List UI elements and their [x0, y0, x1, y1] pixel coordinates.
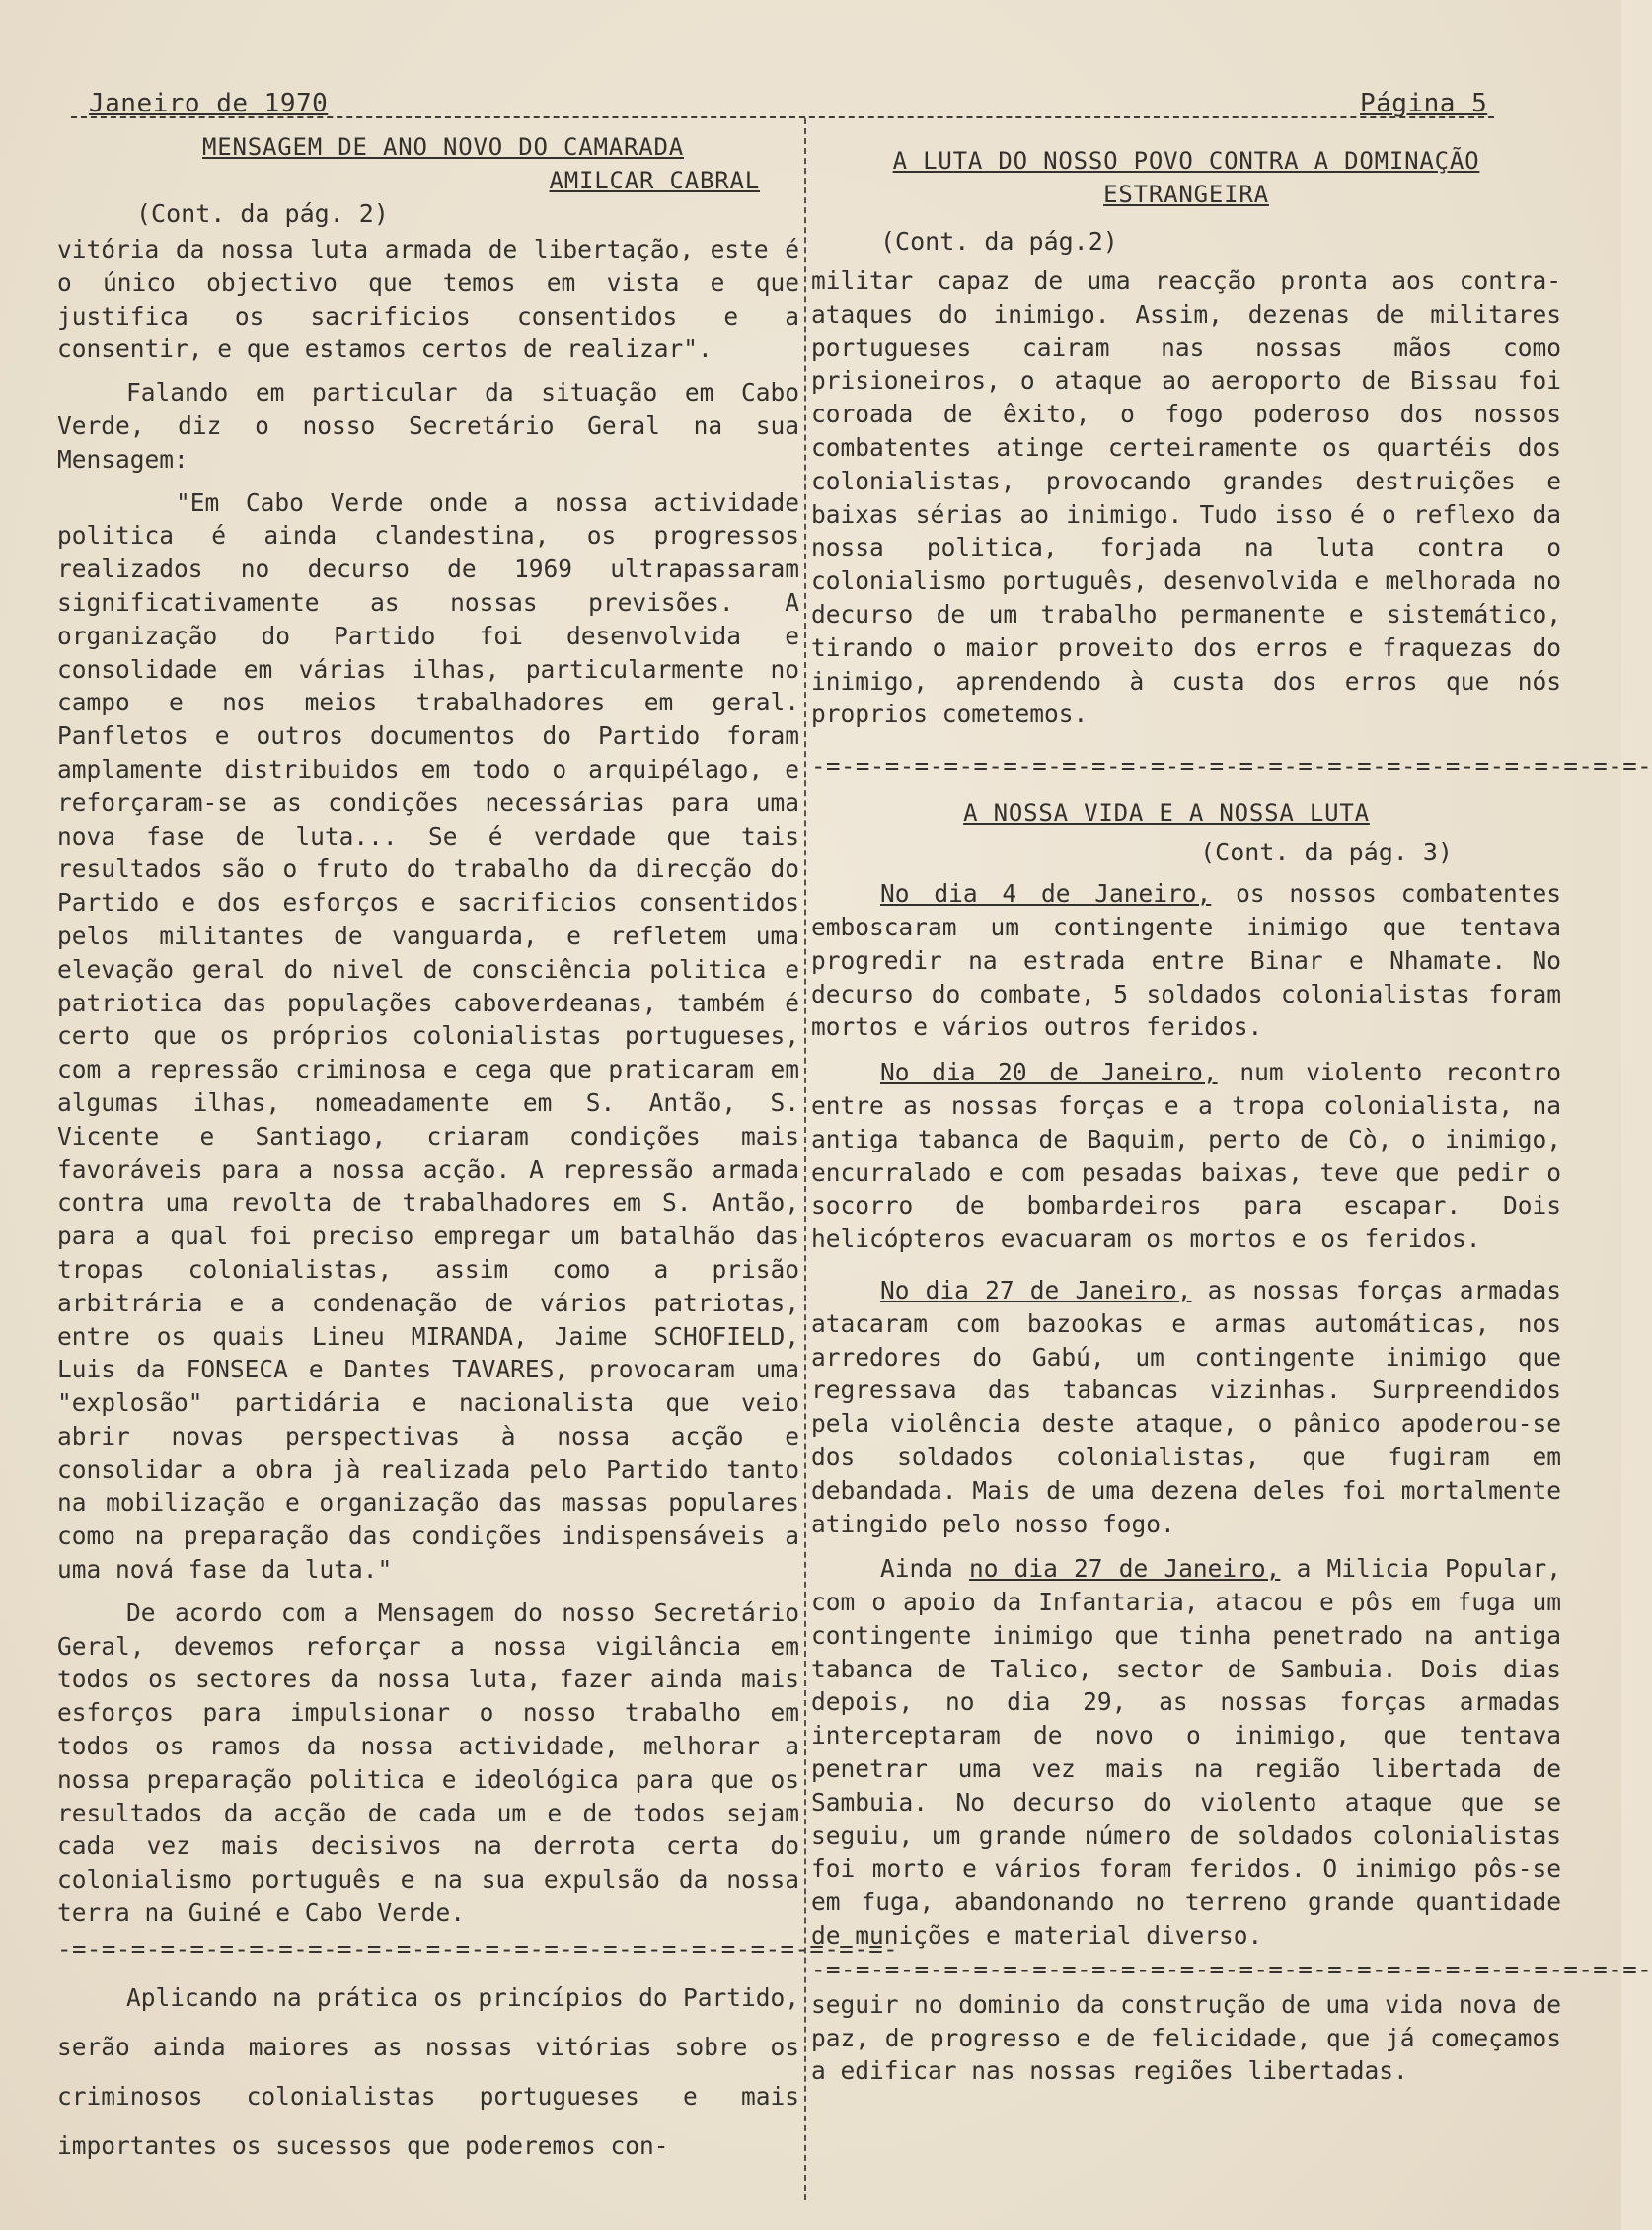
page-number: Página 5 — [1360, 89, 1488, 118]
right-article-title-line2: ESTRANGEIRA — [1103, 181, 1269, 208]
right-article-title: A LUTA DO NOSSO POVO CONTRA A DOMINAÇÃO — [892, 147, 1480, 175]
left-separator: -=-=-=-=-=-=-=-=-=-=-=-=-=-=-=-=-=-=-=-=-=-=-=-=-=-=-=-=- — [57, 1934, 899, 1963]
news-date-jan-27: No dia 27 de Janeiro, — [880, 1275, 1192, 1304]
right-separator-2: -=-=-=-=-=-=-=-=-=-=-=-=-=-=-=-=-=-=-=-=-=-=-=-=-=-=-=-=- — [811, 1955, 1652, 1983]
left-paragraph-5: Aplicando na prática os princípios do Partido, serão ainda maiores as nossas vitórias sobre os criminosos colonialistas portugueses e mais importantes os sucessos que poderemos con- — [57, 1982, 799, 2160]
news-text-jan-4: os nossos combatentes emboscaram um contingente inimigo que tentava progredir na estrada entre Binar e Nhamate. No decurso do combate, 5 soldados colonialistas foram mortos e vários outros feridos. — [811, 879, 1561, 1042]
left-paragraph-2: Falando em particular da situação em Cabo Verde, diz o nosso Secretário Geral na sua Mensagem: — [57, 378, 799, 474]
left-article-title: MENSAGEM DE ANO NOVO DO CAMARADA — [202, 133, 684, 161]
right-article-title-2: A NOSSA VIDA E A NOSSA LUTA — [963, 799, 1370, 828]
news-date-jan-20: No dia 20 de Janeiro, — [880, 1058, 1218, 1087]
right-continuation-note-2: (Cont. da pág. 3) — [1200, 838, 1453, 867]
right-continuation-note: (Cont. da pág.2) — [880, 227, 1118, 256]
news-text-jan-27: as nossas forças armadas atacaram com bazookas e armas automáticas, nos arredores do Gabú, um contingente inimigo que regressava das tabancas vizinhas. Surpreendidos pela violência deste ataque, o pânico apoderou-se dos soldados colonialistas, que fugiram em debandada. Mais de uma dezena deles foi mortalmente atingido pelo nosso fogo. — [811, 1275, 1561, 1538]
left-paragraph-4: De acordo com a Mensagem do nosso Secretário Geral, devemos reforçar a nossa vigilância em todos os sectores da nossa luta, fazer ainda mais esforços para impulsionar o nosso trabalho em todos os ramos da nossa actividade, melhorar a nossa preparação politica e ideológica para que os resultados da acção de cada um e de todos sejam cada vez mais decisivos na derrota certa do colonialismo português e na sua expulsão da nossa terra na Guiné e Cabo Verde. — [57, 1598, 799, 1928]
column-divider — [804, 118, 806, 2200]
left-paragraph-1: vitória da nossa luta armada de libertação, este é o único objectivo que temos em vista e que justifica os sacrificios consentidos e a consentir, e que estamos certos de realizar". — [57, 235, 799, 364]
news-item-jan-27-b — [811, 1552, 1561, 1953]
right-closing-paragraph: seguir no dominio da construção de uma vida nova de paz, de progresso e de felicidade, que já começamos a edificar nas nossas regiões libertadas. — [811, 1989, 1561, 2086]
right-column — [811, 130, 1652, 2088]
left-continuation-note: (Cont. da pág. 2) — [136, 199, 389, 228]
left-article-title-name: AMILCAR CABRAL — [549, 167, 760, 194]
news-text-jan-20: num violento recontro entre as nossas forças e a tropa colonialista, na antiga tabanca de Baquim, perto de Cò, o inimigo, encurralado e com pesadas baixas, teve que pedir o socorro de bombardeiros para escapar. Dois helicópteros evacuaram os mortos e os feridos. — [811, 1058, 1561, 1254]
right-paragraph-1: militar capaz de uma reacção pronta aos contra-ataques do inimigo. Assim, dezenas de militares portugueses cairam nas nossas mãos como prisioneiros, o ataque ao aeroporto de Bissau foi coroada de êxito, o fogo poderoso dos nossos combatentes atinge certeiramente os quartéis dos colonialistas, provocando grandes destruições e baixas sérias ao inimigo. Tudo isso é o reflexo da nossa politica, forjada na luta contra o colonialismo português, desenvolvida e melhorada no decurso de um trabalho permanente e sistemático, tirando o maior proveito dos erros e fraquezas do inimigo, aprendendo à custa dos erros que nós proprios cometemos. — [811, 266, 1561, 729]
news-text-jan-27-b: a Milicia Popular, com o apoio da Infantaria, atacou e pôs em fuga um contingente inimigo que tinha penetrado na antiga tabanca de Talico, sector de Sambuia. Dois dias depois, no dia 29, as nossas forças armadas interceptaram de novo o inimigo, que tentava penetrar uma vez mais na região libertada de Sambuia. No decurso do violento ataque que se seguiu, um grande número de soldados colonialistas foi morto e vários foram feridos. O inimigo pôs-se em fuga, abandonando no terreno grande quantidade de munições e material diverso. — [811, 1554, 1561, 1951]
header-rule — [71, 116, 1494, 118]
left-quote-paragraph: "Em Cabo Verde onde a nossa actividade politica é ainda clandestina, os progressos realizados no decurso de 1969 ultrapassaram significativamente as nossas previsões. A organização do Partido foi desenvolvida e consolidade em várias ilhas, particularmente no campo e nos meios trabalhadores em geral. Panfletos e outros documentos do Partido foram amplamente distribuidos em todo o arquipélago, e reforçaram-se as condições necessárias para uma nova fase de luta... Se é verdade que tais resultados são o fruto do trabalho da direcção do Partido e dos esforços e sacrificios consentidos pelos militantes de vanguarda, e refletem uma elevação geral do nivel de consciência politica e patriotica das populações caboverdeanas, também é certo que os próprios colonialistas portugueses, com a repressão criminosa e cega que praticaram em algumas ilhas, nomeadamente em S. Antão, S. Vicente e Santiago, criaram condições mais favoráveis para a nossa acção. A repressão armada contra uma revolta de trabalhadores em S. Antão, para a qual foi preciso empregar um batalhão das tropas colonialistas, assim como a prisão arbitrária e a condenação de vários patriotas, entre os quais Lineu MIRANDA, Jaime SCHOFIELD, Luis da FONSECA e Dantes TAVARES, provocaram uma "explosão" partidária e nacionalista que veio abrir novas perspectivas à nossa acção e consolidar a obra jà realizada pelo Partido tanto na mobilização e organização das massas populares como na preparação das condições indispensáveis a uma nová fase da luta." — [57, 487, 799, 1585]
news-item-jan-27 — [811, 1274, 1561, 1540]
issue-date: Janeiro de 1970 — [89, 89, 329, 118]
news-item-jan-20 — [811, 1056, 1561, 1256]
news-date-jan-27-b: no dia 27 de Janeiro, — [968, 1554, 1281, 1584]
news-prefix-jan-27-b: Ainda — [880, 1554, 953, 1584]
right-separator-1: -=-=-=-=-=-=-=-=-=-=-=-=-=-=-=-=-=-=-=-=-=-=-=-=-=-=-=-=- — [811, 752, 1652, 780]
left-column — [57, 130, 899, 2171]
news-date-jan-4: No dia 4 de Janeiro, — [880, 879, 1212, 909]
news-item-jan-4 — [811, 877, 1561, 1044]
